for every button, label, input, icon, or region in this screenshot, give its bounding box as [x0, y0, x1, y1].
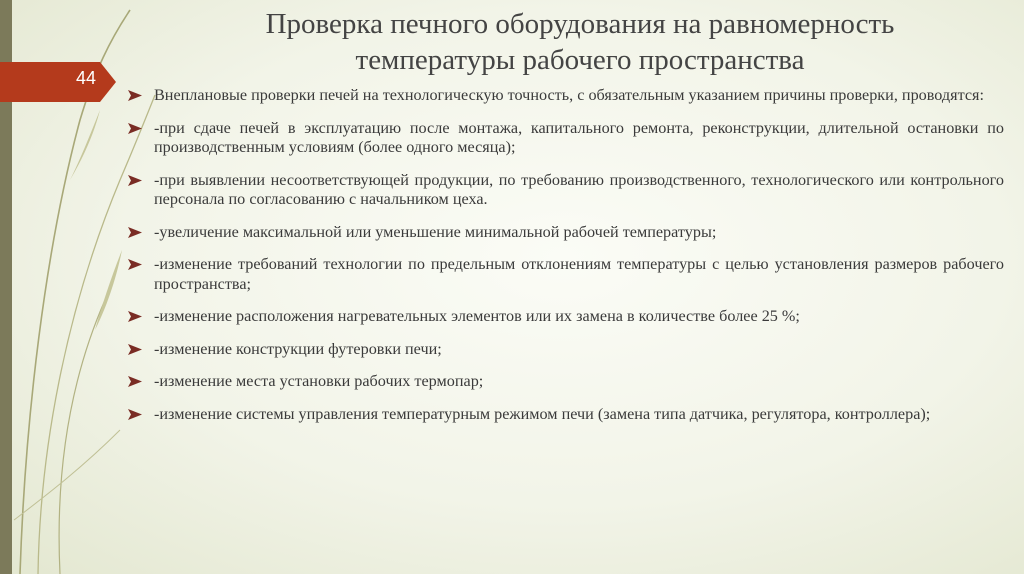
list-item — [126, 255, 1004, 294]
slide-title — [170, 6, 990, 78]
list-item — [126, 307, 1004, 327]
slide-title-line-1: Проверка печного оборудования на равномерность — [265, 8, 895, 40]
list-item — [126, 405, 1004, 425]
arrow-bullet-icon — [128, 311, 142, 322]
list-item-text: -изменение системы управления температурным режимом печи (замена типа датчика, регулятора, контроллера); — [154, 404, 931, 423]
slide-number: 44 — [76, 68, 97, 88]
list-item — [126, 223, 1004, 243]
list-item — [126, 119, 1004, 158]
slide-number-badge — [0, 62, 116, 102]
arrow-bullet-icon — [128, 123, 142, 134]
arrow-bullet-icon — [128, 90, 142, 101]
list-item-text: -изменение требований технологии по предельным отклонениям температуры с целью установления размеров рабочего пространства; — [154, 255, 1004, 293]
list-item-text: -увеличение максимальной или уменьшение минимальной рабочей температуры; — [154, 222, 717, 241]
slide-title-line-2: температуры рабочего пространства — [355, 44, 805, 76]
bullet-list — [126, 86, 1004, 437]
list-item — [126, 86, 1004, 106]
list-item-text: -изменение расположения нагревательных элементов или их замена в количестве более 25 %; — [154, 307, 800, 325]
arrow-bullet-icon — [128, 175, 142, 186]
list-item-text: -изменение места установки рабочих термопар; — [154, 372, 484, 390]
list-item — [126, 372, 1004, 392]
list-item-text: -изменение конструкции футеровки печи; — [154, 339, 442, 358]
arrow-bullet-icon — [128, 376, 142, 387]
arrow-bullet-icon — [128, 227, 142, 238]
list-item — [126, 171, 1004, 210]
list-item-text: Внеплановые проверки печей на технологическую точность, с обязательным указанием причины проверки, проводятся: — [154, 86, 985, 104]
list-item-text: -при выявлении несоответствующей продукции, по требованию производственного, технологического или контрольного персонала по согласованию с начальником цеха. — [154, 170, 1004, 208]
list-item-text: -при сдаче печей в эксплуатацию после монтажа, капитального ремонта, реконструкции, длительной остановки по производственным условиям (более одного месяца); — [154, 118, 1004, 156]
list-item — [126, 340, 1004, 360]
arrow-bullet-icon — [128, 259, 142, 270]
arrow-bullet-icon — [128, 344, 142, 355]
arrow-bullet-icon — [128, 409, 142, 420]
